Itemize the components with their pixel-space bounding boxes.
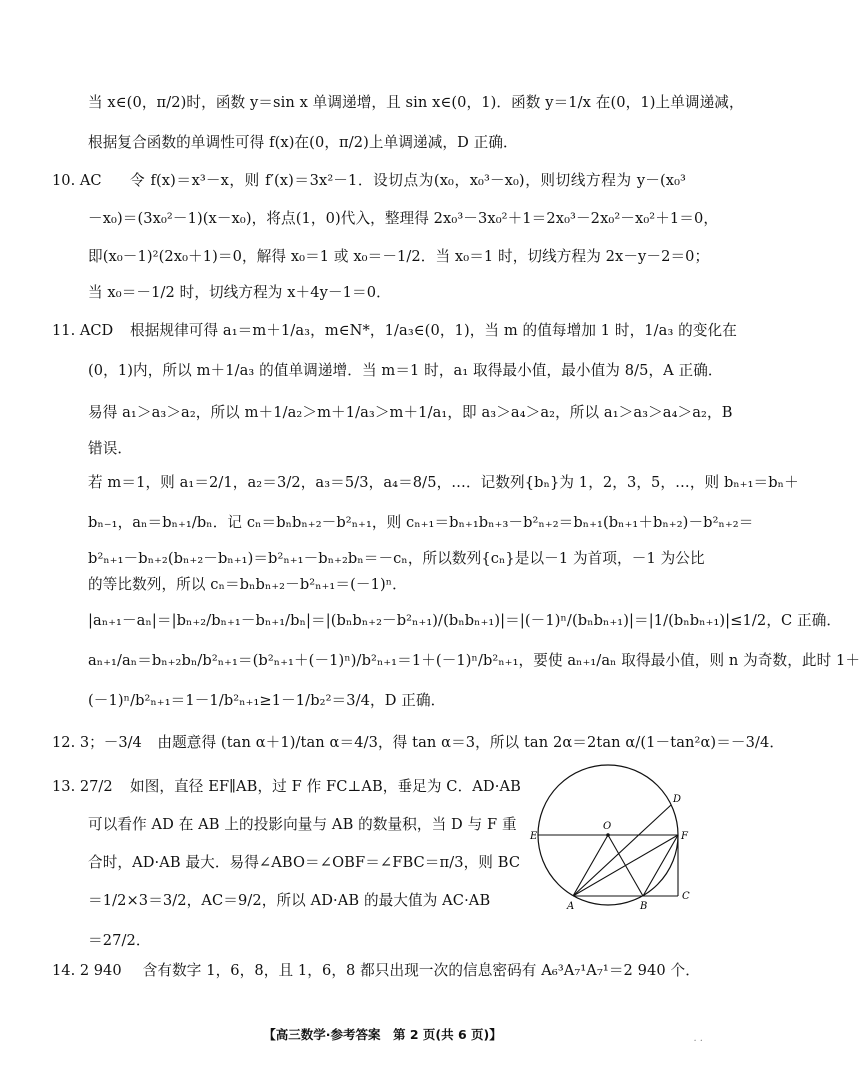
page-footer: 【高三数学·参考答案 第 2 页(共 6 页)】	[263, 1027, 502, 1042]
text-line: aₙ₊₁/aₙ＝bₙ₊₂bₙ/b²ₙ₊₁＝(b²ₙ₊₁＋(－1)ⁿ)/b²ₙ₊₁＝1＋(－1)ⁿ/b²ₙ₊₁，要使 aₙ₊₁/aₙ 取得最小值，则 n 为奇数，此时 1＋	[88, 652, 860, 669]
text-line: 合时，AD·AB 最大．易得∠ABO＝∠OBF＝∠FBC＝π/3，则 BC	[88, 854, 521, 871]
text-line: 易得 a₁＞a₃＞a₂，所以 m＋1/a₂＞m＋1/a₃＞m＋1/a₁，即 a₃＞a₄＞a₂，所以 a₁＞a₃＞a₄＞a₂，B	[88, 404, 733, 421]
text-line: ＝1/2×3＝3/2，AC＝9/2，所以 AD·AB 的最大值为 AC·AB	[88, 892, 491, 909]
text-line: 当 x∈(0，π/2)时，函数 y＝sin x 单调递增，且 sin x∈(0，1)．函数 y＝1/x 在(0，1)上单调递减，	[88, 94, 744, 111]
question-number: 12. 3；－3/4	[52, 734, 142, 751]
label-c: C	[682, 891, 690, 902]
segment-ad	[573, 805, 671, 896]
question-number: 14. 2 940	[52, 962, 122, 979]
text-line: 根据复合函数的单调性可得 f(x)在(0，π/2)上单调递减，D 正确．	[88, 134, 518, 151]
label-f: F	[681, 831, 688, 842]
text-line: －x₀)＝(3x₀²－1)(x－x₀)，将点(1，0)代入，整理得 2x₀³－3x₀²＋1＝2x₀³－2x₀²－x₀²＋1＝0，	[88, 210, 719, 227]
text-line: 的等比数列，所以 cₙ＝bₙbₙ₊₂－b²ₙ₊₁＝(－1)ⁿ．	[88, 576, 407, 593]
label-d: D	[673, 794, 682, 805]
text-line: (－1)ⁿ/b²ₙ₊₁＝1－1/b²ₙ₊₁≥1－1/b₂²＝3/4，D 正确．	[88, 692, 446, 709]
label-e: E	[530, 831, 538, 842]
text-line: b²ₙ₊₁－bₙ₊₂(bₙ₊₂－bₙ₊₁)＝b²ₙ₊₁－bₙ₊₂bₙ＝－cₙ，所以数列{cₙ}是以－1 为首项，－1 为公比	[88, 550, 705, 567]
text-line: (0，1)内，所以 m＋1/a₃ 的值单调递增．当 m＝1 时，a₁ 取得最小值，最小值为 8/5，A 正确．	[88, 362, 723, 379]
text-line: 即(x₀－1)²(2x₀＋1)＝0，解得 x₀＝1 或 x₀＝－1/2．当 x₀＝1 时，切线方程为 2x－y－2＝0；	[88, 248, 710, 265]
question-number: 13. 27/2	[52, 778, 113, 795]
text-line: |aₙ₊₁－aₙ|＝|bₙ₊₂/bₙ₊₁－bₙ₊₁/bₙ|＝|(bₙbₙ₊₂－b²ₙ₊₁)/(bₙbₙ₊₁)|＝|(－1)ⁿ/(bₙbₙ₊₁)|＝|1/(bₙbₙ₊₁)|≤1/2，C 正确．	[88, 612, 842, 629]
question-number: 11. ACD	[52, 322, 114, 339]
text-line: ＝27/2．	[88, 932, 151, 949]
text-line: 令 f(x)＝x³－x，则 f′(x)＝3x²－1．设切点为(x₀，x₀³－x₀)，则切线方程为 y－(x₀³	[130, 172, 686, 189]
label-a: A	[567, 901, 575, 912]
segment-ao	[573, 835, 608, 896]
text-line: 含有数字 1，6，8，且 1，6，8 都只出现一次的信息密码有 A₆³A₇¹A₇¹＝2 940 个．	[128, 962, 700, 979]
label-o: O	[603, 821, 612, 832]
text-line: 可以看作 AD 在 AB 上的投影向量与 AB 的数量积，当 D 与 F 重	[88, 816, 517, 833]
circle-diagram	[530, 785, 700, 920]
point-o	[606, 833, 610, 837]
text-line: 如图，直径 EF∥AB，过 F 作 FC⊥AB，垂足为 C．AD·AB	[130, 778, 521, 795]
text-line: 若 m＝1，则 a₁＝2/1，a₂＝3/2，a₃＝5/3，a₄＝8/5，…．记数列{bₙ}为 1，2，3，5，…，则 bₙ₊₁＝bₙ＋	[88, 474, 799, 491]
text-line: bₙ₋₁，aₙ＝bₙ₊₁/bₙ．记 cₙ＝bₙbₙ₊₂－b²ₙ₊₁，则 cₙ₊₁＝bₙ₊₁bₙ₊₃－b²ₙ₊₂＝bₙ₊₁(bₙ₊₁＋bₙ₊₂)－b²ₙ₊₂＝	[88, 514, 754, 531]
text-line: 根据规律可得 a₁＝m＋1/a₃，m∈N*，1/a₃∈(0，1)，当 m 的值每增加 1 时，1/a₃ 的变化在	[130, 322, 737, 339]
text-line: 当 x₀＝－1/2 时，切线方程为 x＋4y－1＝0．	[88, 284, 391, 301]
question-number: 10. AC	[52, 172, 102, 189]
text-line: 由题意得 (tan α＋1)/tan α＝4/3，得 tan α＝3，所以 tan 2α＝2tan α/(1－tan²α)＝－3/4．	[128, 734, 785, 751]
segment-bf	[643, 835, 678, 896]
text-line: 错误．	[88, 440, 133, 457]
label-b: B	[640, 901, 648, 912]
segment-af	[573, 835, 678, 896]
corner-mark: · ·	[693, 1036, 703, 1047]
